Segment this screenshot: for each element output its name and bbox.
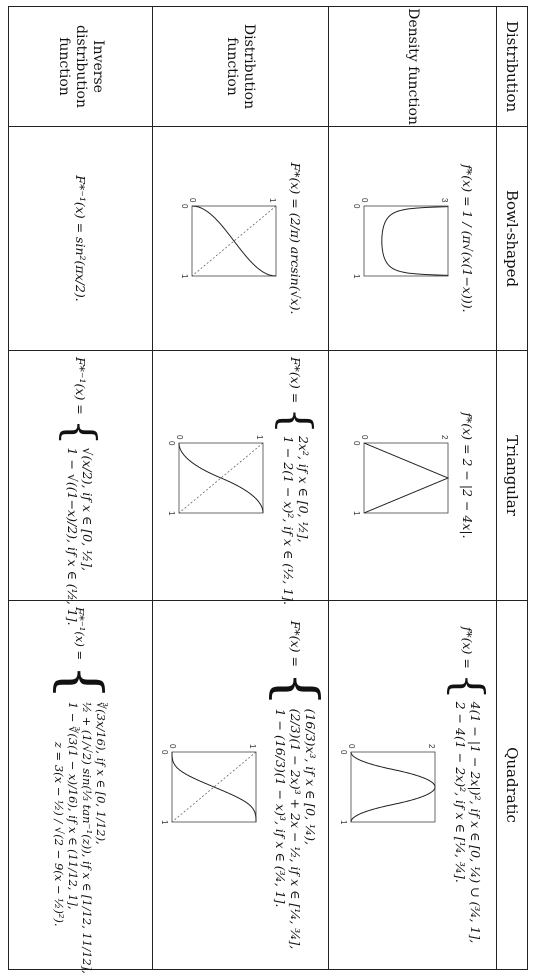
quad-dist-case-1: (16/3)x³, if x ∈ [0, ¼), bbox=[303, 708, 319, 845]
header-quadratic: Quadratic bbox=[497, 601, 528, 970]
y0-label: 0 bbox=[347, 744, 356, 749]
distribution-table bbox=[8, 6, 528, 974]
header-triangular: Triangular bbox=[497, 351, 528, 601]
tri-dist-plot bbox=[164, 431, 269, 521]
left-brace: { bbox=[264, 670, 329, 707]
left-brace: { bbox=[48, 664, 114, 700]
row-label-density: Density function bbox=[329, 7, 497, 127]
plot-frame bbox=[351, 752, 435, 822]
quad-inv-case-2: ½ + (1/√2) sin(⅓ tan⁻¹(z)), if x ∈ [1/12, 11/12], bbox=[80, 701, 95, 974]
quad-density-case-2: 2 − 4(1 − 2x)², if x ∈ [¼, ¾]. bbox=[453, 701, 468, 883]
bowl-density-curve bbox=[382, 206, 448, 275]
bowl-density-formula: f*(x) = 1 / (π√(x(1−x))). bbox=[460, 164, 476, 313]
x1-label: 1 bbox=[352, 273, 362, 278]
tri-inv-case-1: √(x/2), if x ∈ [0, ½], bbox=[80, 447, 96, 571]
x0-label: 0 bbox=[339, 750, 348, 755]
x0-label: 0 bbox=[180, 203, 190, 208]
header-bowl-shaped: Bowl-shaped bbox=[497, 127, 528, 351]
tri-dist-formula bbox=[271, 351, 321, 605]
x1-label: 1 bbox=[160, 820, 169, 825]
bowl-dist-cell bbox=[153, 127, 329, 351]
x1-label: 1 bbox=[339, 820, 348, 825]
plot-frame bbox=[365, 206, 449, 276]
x0-label: 0 bbox=[352, 203, 362, 208]
density-row bbox=[329, 7, 497, 970]
y0-label: 0 bbox=[360, 434, 370, 439]
tri-inv-lhs: F*⁻¹(x) = bbox=[73, 357, 88, 415]
ymax-label: 3 bbox=[440, 197, 450, 202]
distribution-row bbox=[153, 7, 329, 970]
y0-label: 0 bbox=[360, 197, 370, 202]
ymax-label: 1 bbox=[255, 434, 264, 439]
quad-dist-case-3: 1 − (16/3)(1 − x)³, if x ∈ (¾, 1]. bbox=[273, 708, 289, 908]
quad-density-cases bbox=[453, 702, 483, 944]
x0-label: 0 bbox=[167, 440, 176, 445]
ymax-label: 2 bbox=[440, 434, 450, 439]
tri-inv-cases bbox=[66, 448, 96, 626]
x1-label: 1 bbox=[180, 273, 190, 278]
quad-inv-lhs: F*⁻¹(x) = bbox=[73, 607, 88, 661]
ymax-label: 1 bbox=[268, 197, 278, 202]
quad-dist-lhs: F*(x) = bbox=[288, 620, 304, 667]
tri-density-formula: f*(x) = 2 − |2 − 4x|. bbox=[460, 412, 476, 539]
plot-frame bbox=[365, 443, 449, 513]
quad-inv-case-3: 1 − ∛(3(1 − x)/16), if x ∈ (11/12, 1], bbox=[66, 701, 81, 910]
quad-inv-cases bbox=[53, 702, 109, 974]
x1-label: 1 bbox=[352, 510, 362, 515]
quad-inv-cell bbox=[9, 601, 153, 974]
bowl-inv-formula: F*⁻¹(x) = sin²(πx/2). bbox=[73, 175, 88, 302]
bowl-dist-formula: F*(x) = (2/π) arcsin(√x). bbox=[288, 162, 304, 315]
quad-dist-cases bbox=[274, 709, 319, 950]
tri-density-plot bbox=[350, 431, 455, 521]
tri-dist-case-1: 2x², if x ∈ [0, ½], bbox=[296, 435, 311, 543]
quad-density-lhs: f*(x) = bbox=[460, 626, 476, 669]
x0-label: 0 bbox=[352, 440, 362, 445]
bowl-dist-plot bbox=[178, 194, 283, 284]
quad-inv-formula bbox=[48, 601, 114, 974]
bowl-inv-cell bbox=[9, 127, 153, 351]
tri-dist-case-2: 1 − 2(1 − x)², if x ∈ (½, 1]. bbox=[281, 435, 296, 605]
x1-label: 1 bbox=[167, 510, 176, 515]
tri-density-cell bbox=[329, 351, 497, 601]
quad-dist-cell bbox=[153, 601, 329, 970]
quad-density-formula bbox=[443, 601, 493, 969]
quad-dist-formula bbox=[264, 601, 328, 969]
quad-density-plot bbox=[336, 740, 441, 830]
quad-density-curve bbox=[351, 752, 435, 822]
row-label-distribution: Distribution function bbox=[153, 7, 329, 127]
tri-inv-formula bbox=[56, 351, 106, 626]
tri-dist-cases bbox=[281, 436, 311, 605]
tri-dist-lhs: F*(x) = bbox=[288, 357, 304, 404]
row-label-inverse: Inverse distribution function bbox=[9, 7, 153, 127]
quad-density-case-1: 4(1 − |1 − 2x|)², if x ∈ [0, ¼) ∪ (¾, 1], bbox=[468, 701, 483, 944]
quad-dist-case-2: (2/3)(1 − 2x)³ + 2x − ½, if x ∈ [¼, ¾], bbox=[288, 708, 304, 950]
tri-density-curve bbox=[365, 443, 449, 513]
quad-inv-case-1: ∛(3x/16), if x ∈ [0, 1/12), bbox=[94, 701, 109, 845]
tri-dist-cell bbox=[153, 351, 329, 605]
bowl-density-plot bbox=[350, 194, 455, 284]
y0-label: 0 bbox=[188, 197, 198, 202]
tri-inv-case-2: 1 − √((1−x)/2), if x ∈ (½, 1]. bbox=[65, 447, 81, 626]
y0-label: 0 bbox=[175, 434, 184, 439]
ymax-label: 1 bbox=[248, 744, 257, 749]
left-brace: { bbox=[444, 672, 493, 700]
quad-dist-plot bbox=[157, 740, 262, 830]
tri-inv-cell bbox=[9, 351, 153, 626]
bowl-density-cell bbox=[329, 127, 497, 351]
inverse-row bbox=[9, 7, 153, 970]
left-brace: { bbox=[272, 407, 321, 434]
header-row bbox=[497, 7, 528, 970]
quad-inv-z: z = 3(x − ½) / √(2 − 9(x − ½)²). bbox=[52, 741, 67, 927]
x0-label: 0 bbox=[160, 750, 169, 755]
y0-label: 0 bbox=[168, 744, 177, 749]
header-distribution: Distribution bbox=[497, 7, 528, 127]
left-brace: { bbox=[56, 418, 106, 446]
quad-density-cell bbox=[329, 601, 497, 970]
ymax-label: 2 bbox=[427, 744, 436, 749]
